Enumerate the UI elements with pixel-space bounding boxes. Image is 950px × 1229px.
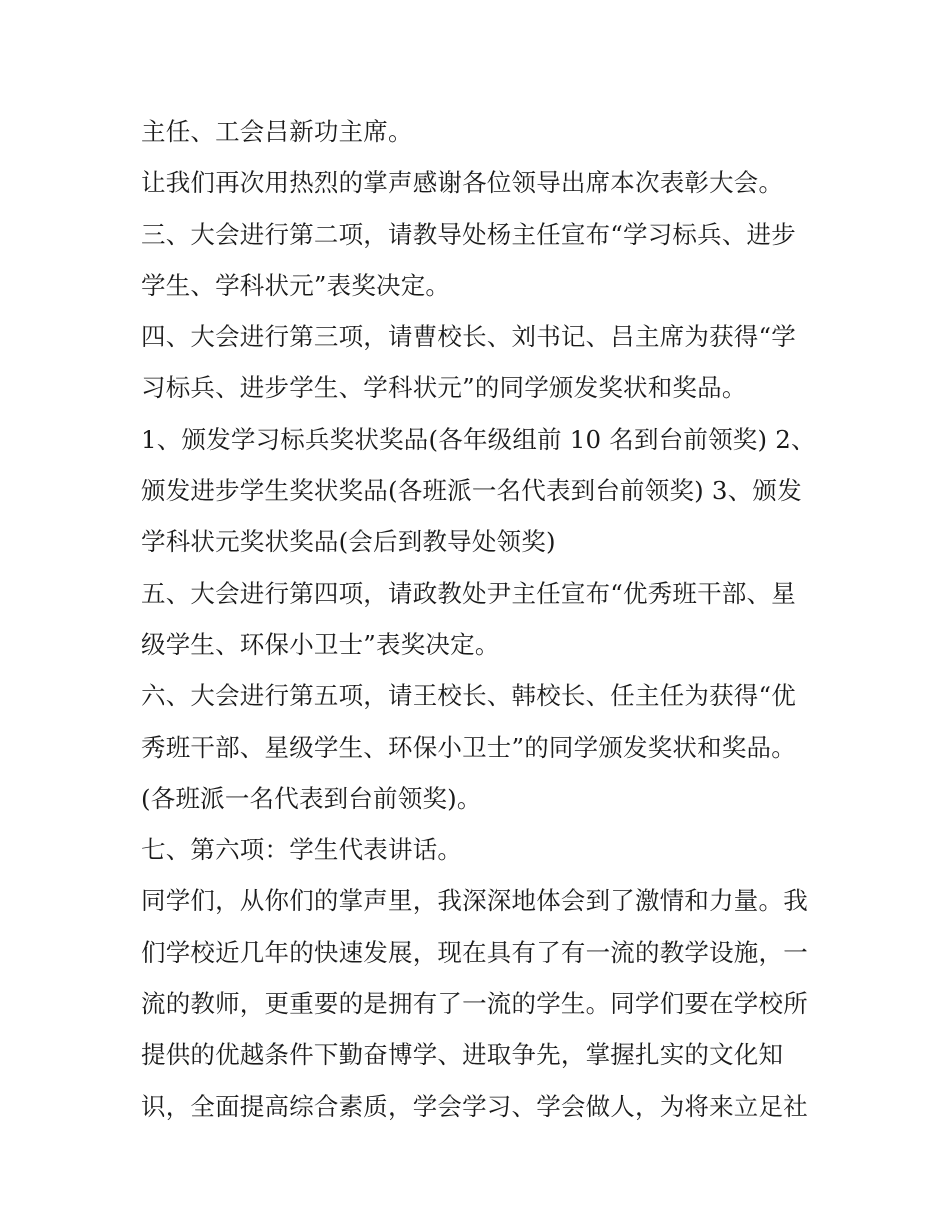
text-line: 颁发进步学生奖状奖品(各班派一名代表到台前领奖) 3、颁发 — [141, 476, 802, 506]
text-line: 五、大会进行第四项，请政教处尹主任宣布“优秀班干部、星 — [141, 578, 796, 608]
text-line: (各班派一名代表到台前领奖)。 — [141, 783, 482, 813]
text-line: 让我们再次用热烈的掌声感谢各位领导出席本次表彰大会。 — [141, 168, 784, 198]
text-line: 主任、工会吕新功主席。 — [141, 117, 413, 146]
text-line: 学生、学科状元”表奖决定。 — [141, 270, 451, 300]
text-line: 流的教师，更重要的是拥有了一流的学生。同学们要在学校所 — [141, 989, 808, 1019]
body-text — [141, 106, 821, 1132]
text-line: 们学校近几年的快速发展，现在具有了有一流的教学设施，一 — [141, 937, 808, 967]
text-line: 秀班干部、星级学生、环保小卫士”的同学颁发奖状和奖品。 — [141, 732, 796, 762]
text-line: 学科状元奖状奖品(会后到教导处领奖) — [141, 527, 556, 557]
text-line: 七、第六项：学生代表讲话。 — [141, 835, 463, 865]
text-line: 四、大会进行第三项，请曹校长、刘书记、吕主席为获得“学 — [141, 322, 796, 352]
text-line: 级学生、环保小卫士”表奖决定。 — [141, 629, 500, 659]
text-line: 同学们，从你们的掌声里，我深深地体会到了激情和力量。我 — [141, 886, 808, 916]
text-line: 识，全面提高综合素质，学会学习、学会做人，为将来立足社 — [141, 1091, 808, 1121]
text-line: 提供的优越条件下勤奋博学、进取争先，掌握扎实的文化知 — [141, 1040, 784, 1070]
text-line: 六、大会进行第五项，请王校长、韩校长、任主任为获得“优 — [141, 681, 796, 711]
text-line: 习标兵、进步学生、学科状元”的同学颁发奖状和奖品。 — [141, 373, 747, 403]
text-line: 1、颁发学习标兵奖状奖品(各年级组前 10 名到台前领奖) 2、 — [141, 424, 816, 454]
text-line: 三、大会进行第二项，请教导处杨主任宣布“学习标兵、进步 — [141, 219, 796, 249]
